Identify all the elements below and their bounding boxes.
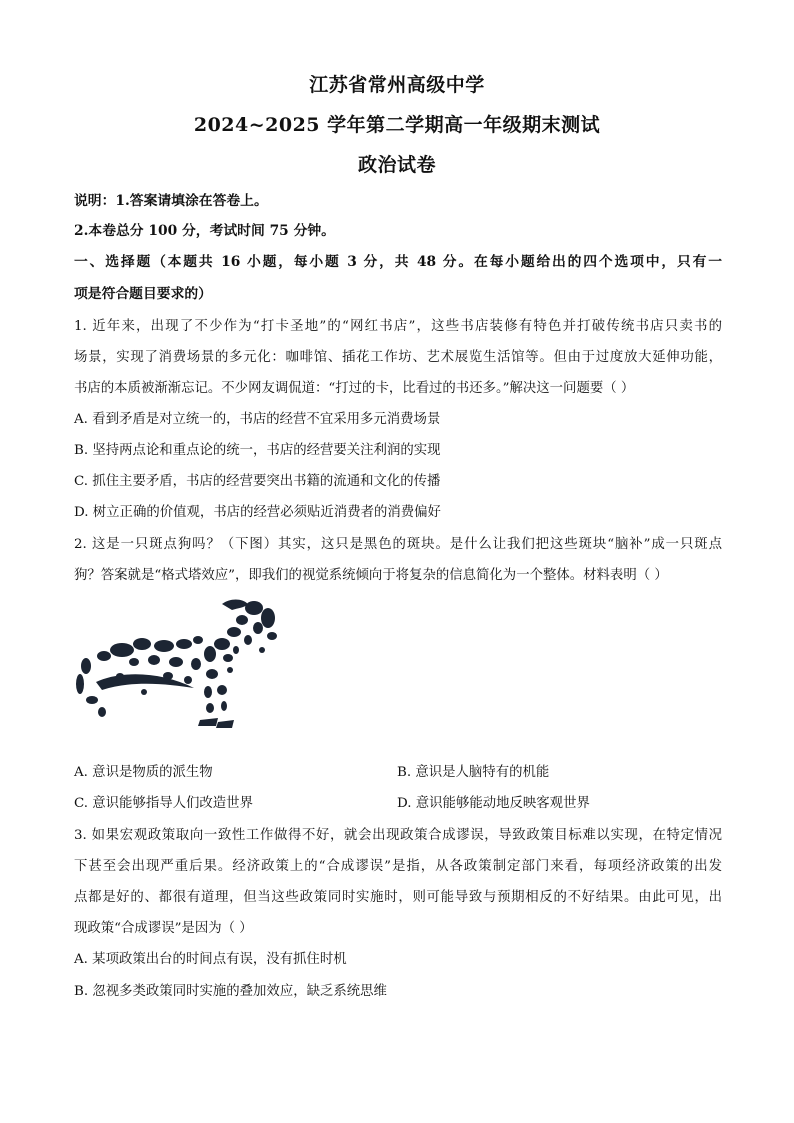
note-answers: 说明：1.答案请填涂在答卷上。 bbox=[74, 193, 268, 209]
section-heading-line2: 项是符合题目要求的） bbox=[74, 286, 212, 302]
q2-option-a: A. 意识是物质的派生物 bbox=[74, 765, 213, 780]
q3-stem-line3: 点都是好的、都很有道理，但当这些政策同时实施时，则可能导致与预期相反的不好结果。由此可见，出 bbox=[74, 890, 722, 905]
q1-option-b: B. 坚持两点论和重点论的统一，书店的经营要关注利润的实现 bbox=[74, 443, 441, 458]
q1-stem-line2: 场景，实现了消费场景的多元化：咖啡馆、插花工作坊、艺术展览生活馆等。但由于过度放大延伸功能， bbox=[74, 350, 722, 365]
q1-stem-line3: 书店的本质被渐渐忘记。不少网友调侃道：“打过的卡，比看过的书还多。”解决这一问题要（ ） bbox=[74, 381, 635, 396]
subject-title: 政治试卷 bbox=[357, 154, 436, 176]
q1-option-c: C. 抓住主要矛盾，书店的经营要突出书籍的流通和文化的传播 bbox=[74, 474, 441, 489]
q3-stem-line4: 现政策“合成谬误”是因为（ ） bbox=[74, 921, 253, 936]
q2-option-d: D. 意识能够能动地反映客观世界 bbox=[397, 796, 590, 811]
note-score-time: 2.本卷总分 100 分，考试时间 75 分钟。 bbox=[74, 223, 335, 239]
q3-option-a: A. 某项政策出台的时间点有误，没有抓住时机 bbox=[74, 952, 347, 967]
section-heading-line1: 一、选择题（本题共 16 小题，每小题 3 分，共 48 分。在每小题给出的四个选项中，只有一 bbox=[74, 254, 722, 270]
q1-stem-line1: 1. 近年来，出现了不少作为“打卡圣地”的“网红书店”，这些书店装修有特色并打破传统书店只卖书的 bbox=[74, 319, 722, 334]
q3-option-b: B. 忽视多类政策同时实施的叠加效应，缺乏系统思维 bbox=[74, 984, 387, 999]
q2-option-b: B. 意识是人脑特有的机能 bbox=[397, 765, 550, 780]
q3-stem-line1: 3. 如果宏观政策取向一致性工作做得不好，就会出现政策合成谬误，导致政策目标难以实现，在特定情况 bbox=[74, 828, 722, 843]
q2-stem-line1: 2. 这是一只斑点狗吗？（下图）其实，这只是黑色的斑块。是什么让我们把这些斑块“脑补”成一只斑点 bbox=[74, 537, 722, 552]
q2-option-c: C. 意识能够指导人们改造世界 bbox=[74, 796, 253, 811]
q1-option-a: A. 看到矛盾是对立统一的，书店的经营不宜采用多元消费场景 bbox=[74, 412, 441, 427]
school-title: 江苏省常州高级中学 bbox=[309, 74, 485, 96]
q3-stem-line2: 下甚至会出现严重后果。经济政策上的“合成谬误”是指，从各政策制定部门来看，每项经济政策的出发 bbox=[74, 859, 722, 874]
exam-title: 2024~2025 学年第二学期高一年级期末测试 bbox=[193, 114, 601, 136]
q2-stem-line2: 狗？答案就是“格式塔效应”，即我们的视觉系统倾向于将复杂的信息简化为一个整体。材料表明（ ） bbox=[74, 568, 668, 583]
q1-option-d: D. 树立正确的价值观，书店的经营必须贴近消费者的消费偏好 bbox=[74, 505, 441, 520]
dalmatian-spots-image bbox=[72, 596, 282, 731]
